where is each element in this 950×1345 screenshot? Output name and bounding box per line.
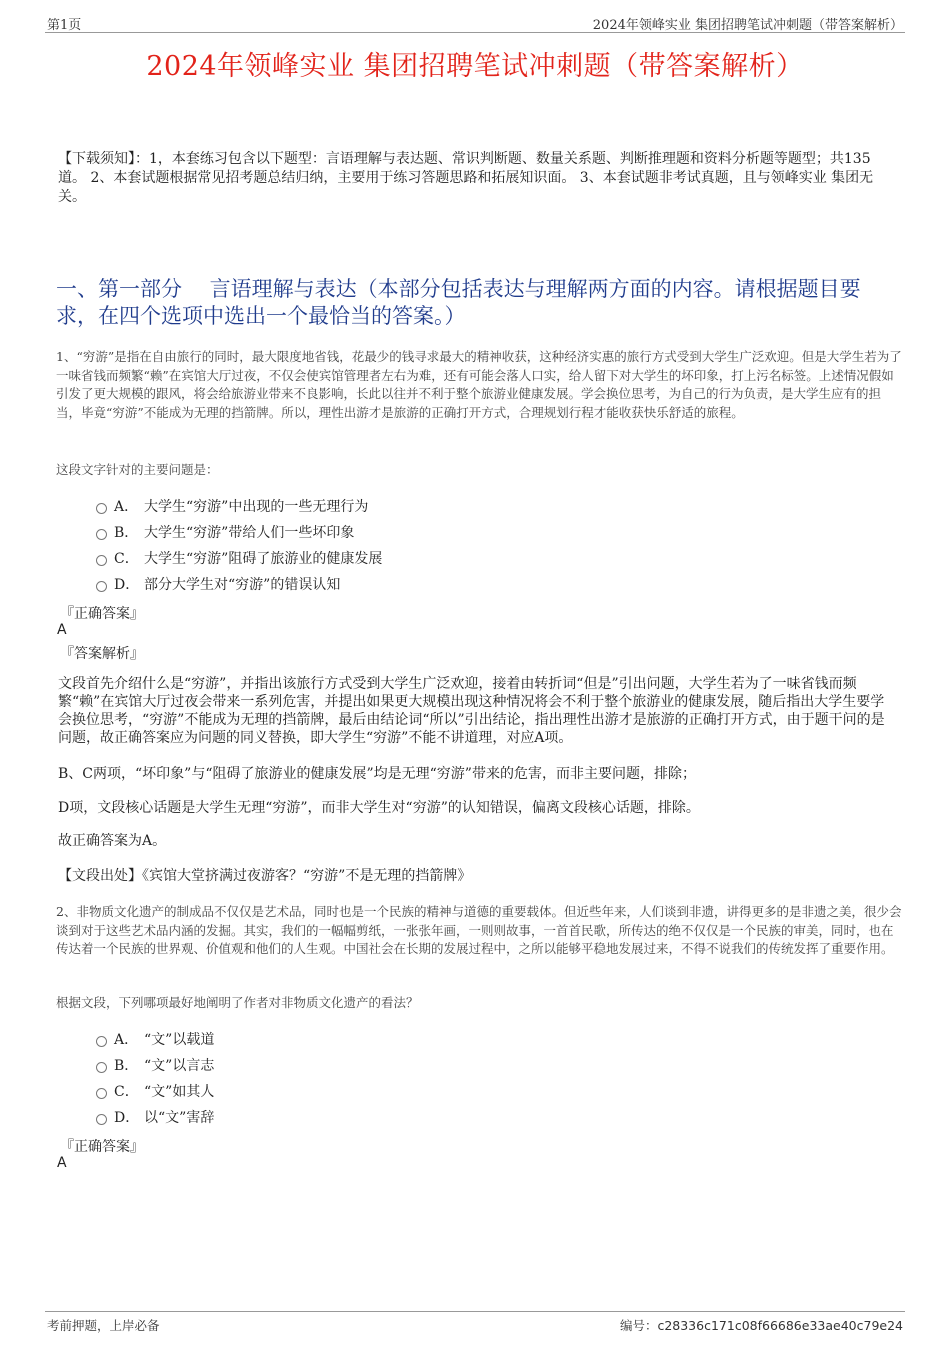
footer-slogan: 考前押题，上岸必备 [47, 1318, 160, 1333]
question-1-prompt: 这段文字针对的主要问题是： [56, 462, 219, 477]
option-letter: A． [114, 1032, 139, 1048]
radio-button-icon[interactable] [96, 1036, 107, 1047]
source-citation: 【文段出处】《宾馆大堂挤满过夜游客？“穷游”不是无理的挡箭牌》 [58, 868, 472, 884]
page-header [45, 14, 905, 33]
option-text: 以“文”害辞 [144, 1110, 215, 1126]
option-text: 部分大学生对“穷游”的错误认知 [144, 577, 341, 593]
question-2-stem: 2、非物质文化遗产的制成品不仅仅是艺术品，同时也是一个民族的精神与道德的重要载体。但近些年来，人们谈到非遗，讲得更多的是非遗之美，很少会谈到对于这些艺术品内涵的发掘。其实，我们的一幅幅剪纸，一张张年画，一则则故事，一首首民歌，所传达的绝不仅仅是一个民族的审美，同时，也在传达着一个民族的世界观、价值观和他们的人生观。中国社会在长期的发展过程中，之所以能够平稳地发展过来，不得不说我们的传统发挥了重要作用。 [56, 904, 902, 956]
question-1-stem: 1、“穷游”是指在自由旅行的同时，最大限度地省钱，花最少的钱寻求最大的精神收获，这种经济实惠的旅行方式受到大学生广泛欢迎。但是大学生若为了一味省钱而频繁“赖”在宾馆大厅过夜，不仅会使宾馆管理者左右为难，还有可能会落人口实，给人留下对大学生的坏印象，打上污名标签。上述情况假如引发了更大规模的跟风，将会给旅游业带来不良影响，长此以往并不利于整个旅游业健康发展。学会换位思考，为自己的行为负责，是大学生应有的担当，毕竟“穷游”不能成为无理的挡箭牌。所以，理性出游才是旅游的正确打开方式，合理规划行程才能收获快乐舒适的旅程。 [56, 349, 902, 420]
option-letter: D． [114, 1110, 140, 1126]
option-letter: B． [114, 1058, 139, 1074]
option-letter: A． [114, 499, 139, 515]
analysis-paragraph: 文段首先介绍什么是“穷游”，并指出该旅行方式受到大学生广泛欢迎，接着由转折词“但是”引出问题，大学生若为了一味省钱而频繁“赖”在宾馆大厅过夜会带来一系列危害，并提出如果更大规模出现这种情况将会不利于整个旅游业的健康发展，随后指出大学生要学会换位思考，“穷游”不能成为无理的挡箭牌，最后由结论词“所以”引出结论，指出理性出游才是旅游的正确打开方式，由于题干问的是问题，故正确答案应为问题的同义替换，即大学生“穷游”不能不讲道理，对应A项。 [58, 676, 885, 746]
radio-button-icon[interactable] [96, 1062, 107, 1073]
option-text: “文”如其人 [144, 1084, 215, 1100]
analysis-conclusion: 故正确答案为A。 [58, 833, 167, 849]
radio-button-icon[interactable] [96, 1088, 107, 1099]
analysis-paragraph: B、C两项，“坏印象”与“阻碍了旅游业的健康发展”均是无理“穷游”带来的危害，而非主要问题，排除； [58, 766, 696, 782]
answer-label: 『正确答案』 [60, 606, 144, 622]
radio-button-icon[interactable] [96, 555, 107, 566]
option-letter: B． [114, 525, 139, 541]
option-text: “文”以载道 [144, 1032, 215, 1048]
download-notice: 【下载须知】：1，本套练习包含以下题型：言语理解与表达题、常识判断题、数量关系题、判断推理题和资料分析题等题型；共135道。 2、本套试题根据常见招考题总结归纳，主要用于练习答题思路和拓展知识面。 3、本套试题非考试真题，且与领峰实业 集团无关。 [58, 151, 874, 205]
option-text: “文”以言志 [144, 1058, 215, 1074]
option-text: 大学生“穷游”带给人们一些坏印象 [144, 525, 355, 541]
header-doc-title: 2024年领峰实业 集团招聘笔试冲刺题（带答案解析） [592, 18, 903, 33]
radio-button-icon[interactable] [96, 529, 107, 540]
answer-value: A [57, 622, 67, 638]
option-text: 大学生“穷游”阻碍了旅游业的健康发展 [144, 551, 383, 567]
answer-value: A [57, 1155, 67, 1171]
page-footer [45, 1311, 905, 1336]
radio-button-icon[interactable] [96, 503, 107, 514]
document-title: 2024年领峰实业 集团招聘笔试冲刺题（带答案解析） [146, 51, 804, 82]
answer-label: 『正确答案』 [60, 1139, 144, 1155]
footer-code: 编号：c28336c171c08f66686e33ae40c79e24 [619, 1318, 903, 1333]
question-2-prompt: 根据文段，下列哪项最好地阐明了作者对非物质文化遗产的看法？ [56, 995, 419, 1010]
option-letter: D． [114, 577, 140, 593]
page-number: 第1页 [47, 18, 82, 33]
option-letter: C． [114, 1084, 139, 1100]
section-heading: 一、第一部分 言语理解与表达（本部分包括表达与理解两方面的内容。请根据题目要求，在四个选项中选出一个最恰当的答案。） [56, 277, 861, 328]
analysis-paragraph: D项，文段核心话题是大学生无理“穷游”，而非大学生对“穷游”的认知错误，偏离文段核心话题，排除。 [58, 800, 700, 816]
option-text: 大学生“穷游”中出现的一些无理行为 [144, 499, 369, 515]
radio-button-icon[interactable] [96, 581, 107, 592]
radio-button-icon[interactable] [96, 1114, 107, 1125]
option-letter: C． [114, 551, 139, 567]
analysis-label: 『答案解析』 [60, 646, 144, 662]
